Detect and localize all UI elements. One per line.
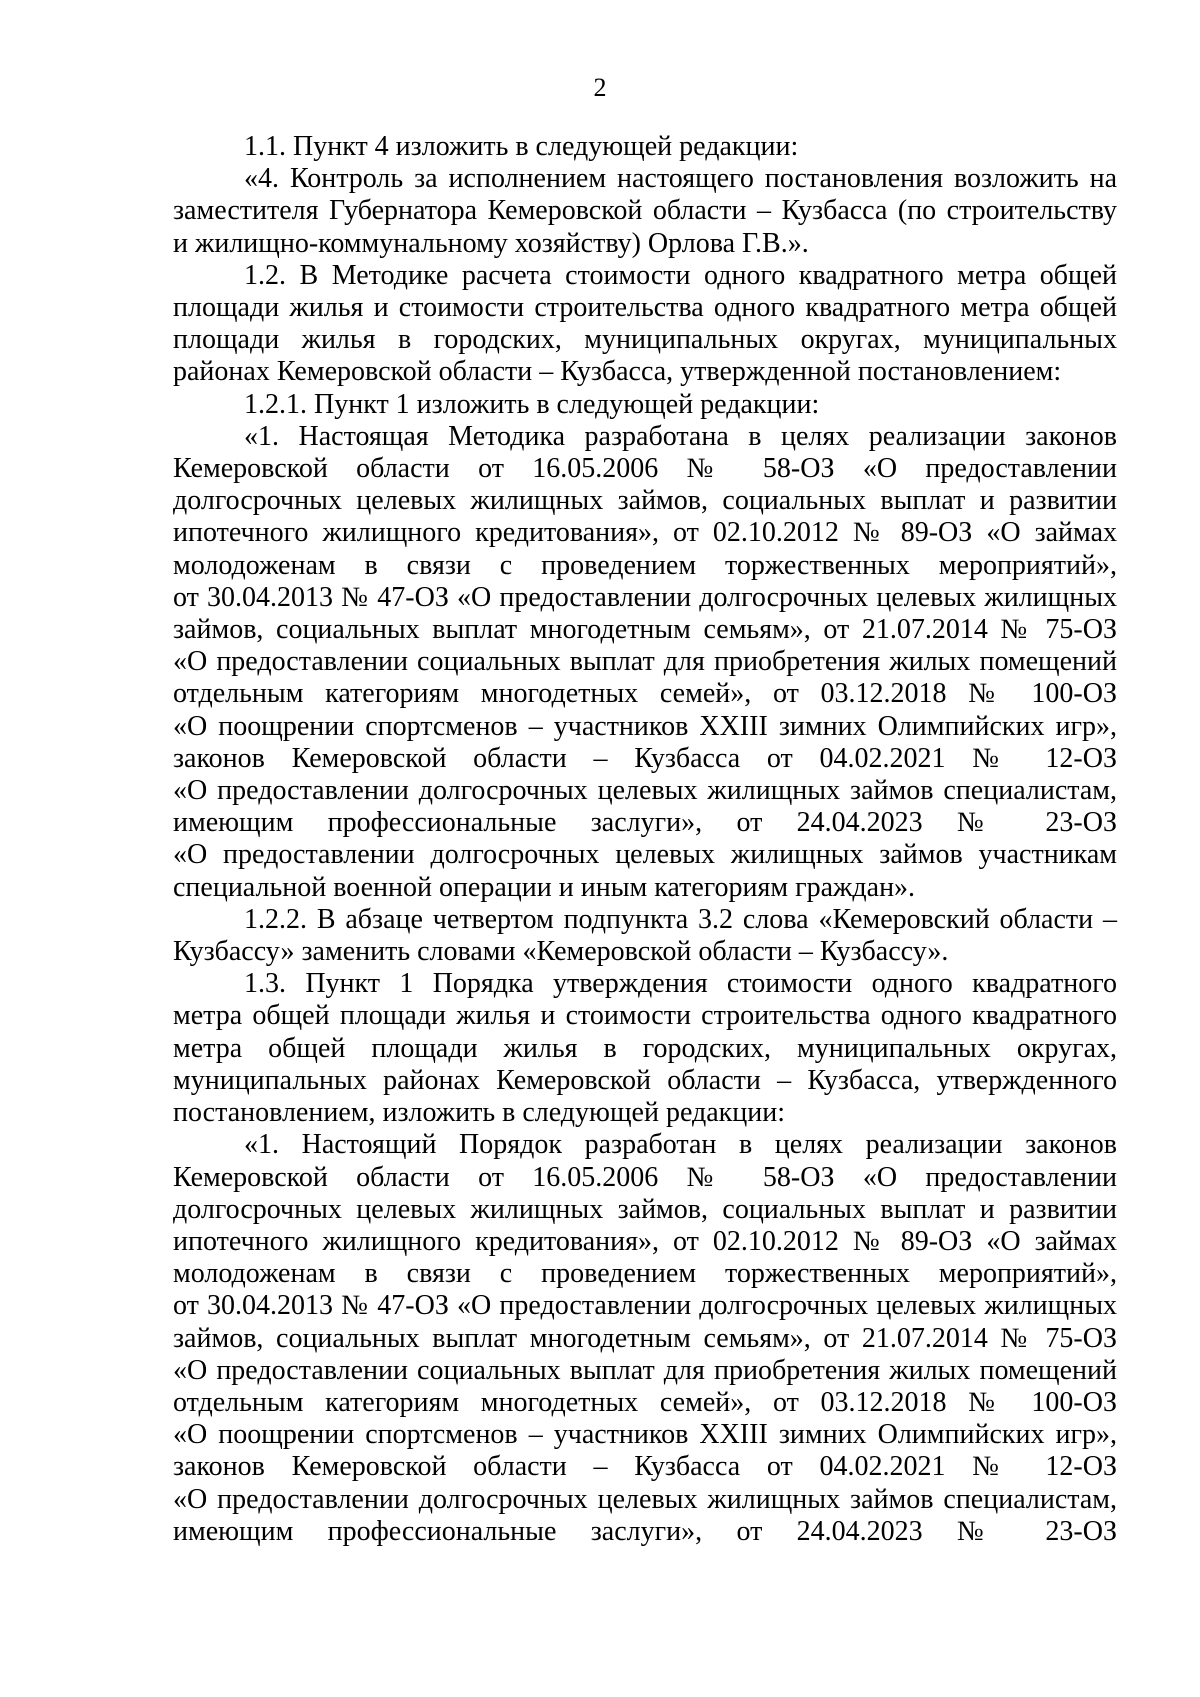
text-line: «О поощрении спортсменов – участников XXIII зимних Олимпийских игр»,	[173, 1419, 1117, 1451]
text-line: «О предоставлении социальных выплат для приобретения жилых помещений	[173, 646, 1117, 678]
document-body	[173, 131, 1117, 1548]
text-line: метра общей площади жилья и стоимости строительства одного квадратного	[173, 1000, 1117, 1032]
paragraph	[173, 904, 1117, 968]
text-line: и жилищно-коммунальному хозяйству) Орлова Г.В.».	[173, 227, 809, 259]
paragraph	[173, 260, 1117, 389]
text-line: молодоженам в связи с проведением торжественных мероприятий»,	[173, 549, 1117, 581]
text-line: имеющим профессиональные заслуги», от 24.04.2023 № 23-ОЗ	[173, 1515, 1117, 1547]
text-line: имеющим профессиональные заслуги», от 24.04.2023 № 23-ОЗ	[173, 807, 1117, 839]
text-line: 1.3. Пункт 1 Порядка утверждения стоимости одного квадратного	[244, 968, 1117, 1000]
text-line: заместителя Губернатора Кемеровской области – Кузбасса (по строительству	[173, 195, 1117, 227]
text-line: постановлением, изложить в следующей редакции:	[173, 1097, 786, 1129]
text-line: «О предоставлении долгосрочных целевых жилищных займов участникам	[173, 839, 1117, 871]
text-line: долгосрочных целевых жилищных займов, социальных выплат и развитии	[173, 485, 1117, 517]
text-line: «О предоставлении долгосрочных целевых жилищных займов специалистам,	[173, 775, 1117, 807]
text-line: 1.2.1. Пункт 1 изложить в следующей редакции:	[244, 388, 820, 420]
text-line: «1. Настоящая Методика разработана в целях реализации законов	[244, 420, 1117, 452]
text-line: районах Кемеровской области – Кузбасса, утвержденной постановлением:	[173, 356, 1062, 388]
text-line: Кузбассу» заменить словами «Кемеровской области – Кузбассу».	[173, 936, 949, 968]
paragraph	[173, 389, 1117, 421]
text-line: специальной военной операции и иным категориям граждан».	[173, 871, 916, 903]
text-line: законов Кемеровской области – Кузбасса от 04.02.2021 № 12-ОЗ	[173, 742, 1117, 774]
text-line: займов, социальных выплат многодетным семьям», от 21.07.2014 № 75-ОЗ	[173, 1322, 1117, 1354]
text-line: отдельным категориям многодетных семей», от 03.12.2018 № 100-ОЗ	[173, 678, 1117, 710]
text-line: площади жилья в городских, муниципальных округах, муниципальных	[173, 324, 1117, 356]
text-line: Кемеровской области от 16.05.2006 № 58-ОЗ «О предоставлении	[173, 1161, 1117, 1193]
paragraph	[173, 163, 1117, 260]
paragraph	[173, 1129, 1117, 1548]
text-line: Кемеровской области от 16.05.2006 № 58-ОЗ «О предоставлении	[173, 453, 1117, 485]
text-line: «О предоставлении долгосрочных целевых жилищных займов специалистам,	[173, 1483, 1117, 1515]
text-line: площади жилья и стоимости строительства одного квадратного метра общей	[173, 292, 1117, 324]
text-line: 1.1. Пункт 4 изложить в следующей редакции:	[244, 131, 799, 162]
paragraph	[173, 421, 1117, 904]
paragraph	[173, 968, 1117, 1129]
text-line: «О поощрении спортсменов – участников XXIII зимних Олимпийских игр»,	[173, 710, 1117, 742]
text-line: займов, социальных выплат многодетным семьям», от 21.07.2014 № 75-ОЗ	[173, 614, 1117, 646]
text-line: ипотечного жилищного кредитования», от 02.10.2012 № 89-ОЗ «О займах	[173, 1225, 1117, 1257]
text-line: 1.2. В Методике расчета стоимости одного квадратного метра общей	[244, 259, 1117, 291]
text-line: от 30.04.2013 № 47-ОЗ «О предоставлении долгосрочных целевых жилищных	[173, 1290, 1117, 1322]
text-line: муниципальных районах Кемеровской области – Кузбасса, утвержденного	[173, 1064, 1117, 1096]
text-line: «О предоставлении социальных выплат для приобретения жилых помещений	[173, 1354, 1117, 1386]
text-line: от 30.04.2013 № 47-ОЗ «О предоставлении долгосрочных целевых жилищных	[173, 581, 1117, 613]
text-line: законов Кемеровской области – Кузбасса от 04.02.2021 № 12-ОЗ	[173, 1451, 1117, 1483]
text-line: «1. Настоящий Порядок разработан в целях реализации законов	[244, 1129, 1117, 1161]
paragraph	[173, 131, 1117, 163]
text-line: ипотечного жилищного кредитования», от 02.10.2012 № 89-ОЗ «О займах	[173, 517, 1117, 549]
page-number: 2	[593, 73, 607, 102]
text-line: метра общей площади жилья в городских, муниципальных округах,	[173, 1032, 1117, 1064]
text-line: молодоженам в связи с проведением торжественных мероприятий»,	[173, 1258, 1117, 1290]
text-line: отдельным категориям многодетных семей», от 03.12.2018 № 100-ОЗ	[173, 1386, 1117, 1418]
text-line: 1.2.2. В абзаце четвертом подпункта 3.2 слова «Кемеровский области –	[244, 903, 1117, 935]
text-line: «4. Контроль за исполнением настоящего постановления возложить на	[244, 163, 1117, 195]
text-line: долгосрочных целевых жилищных займов, социальных выплат и развитии	[173, 1193, 1117, 1225]
